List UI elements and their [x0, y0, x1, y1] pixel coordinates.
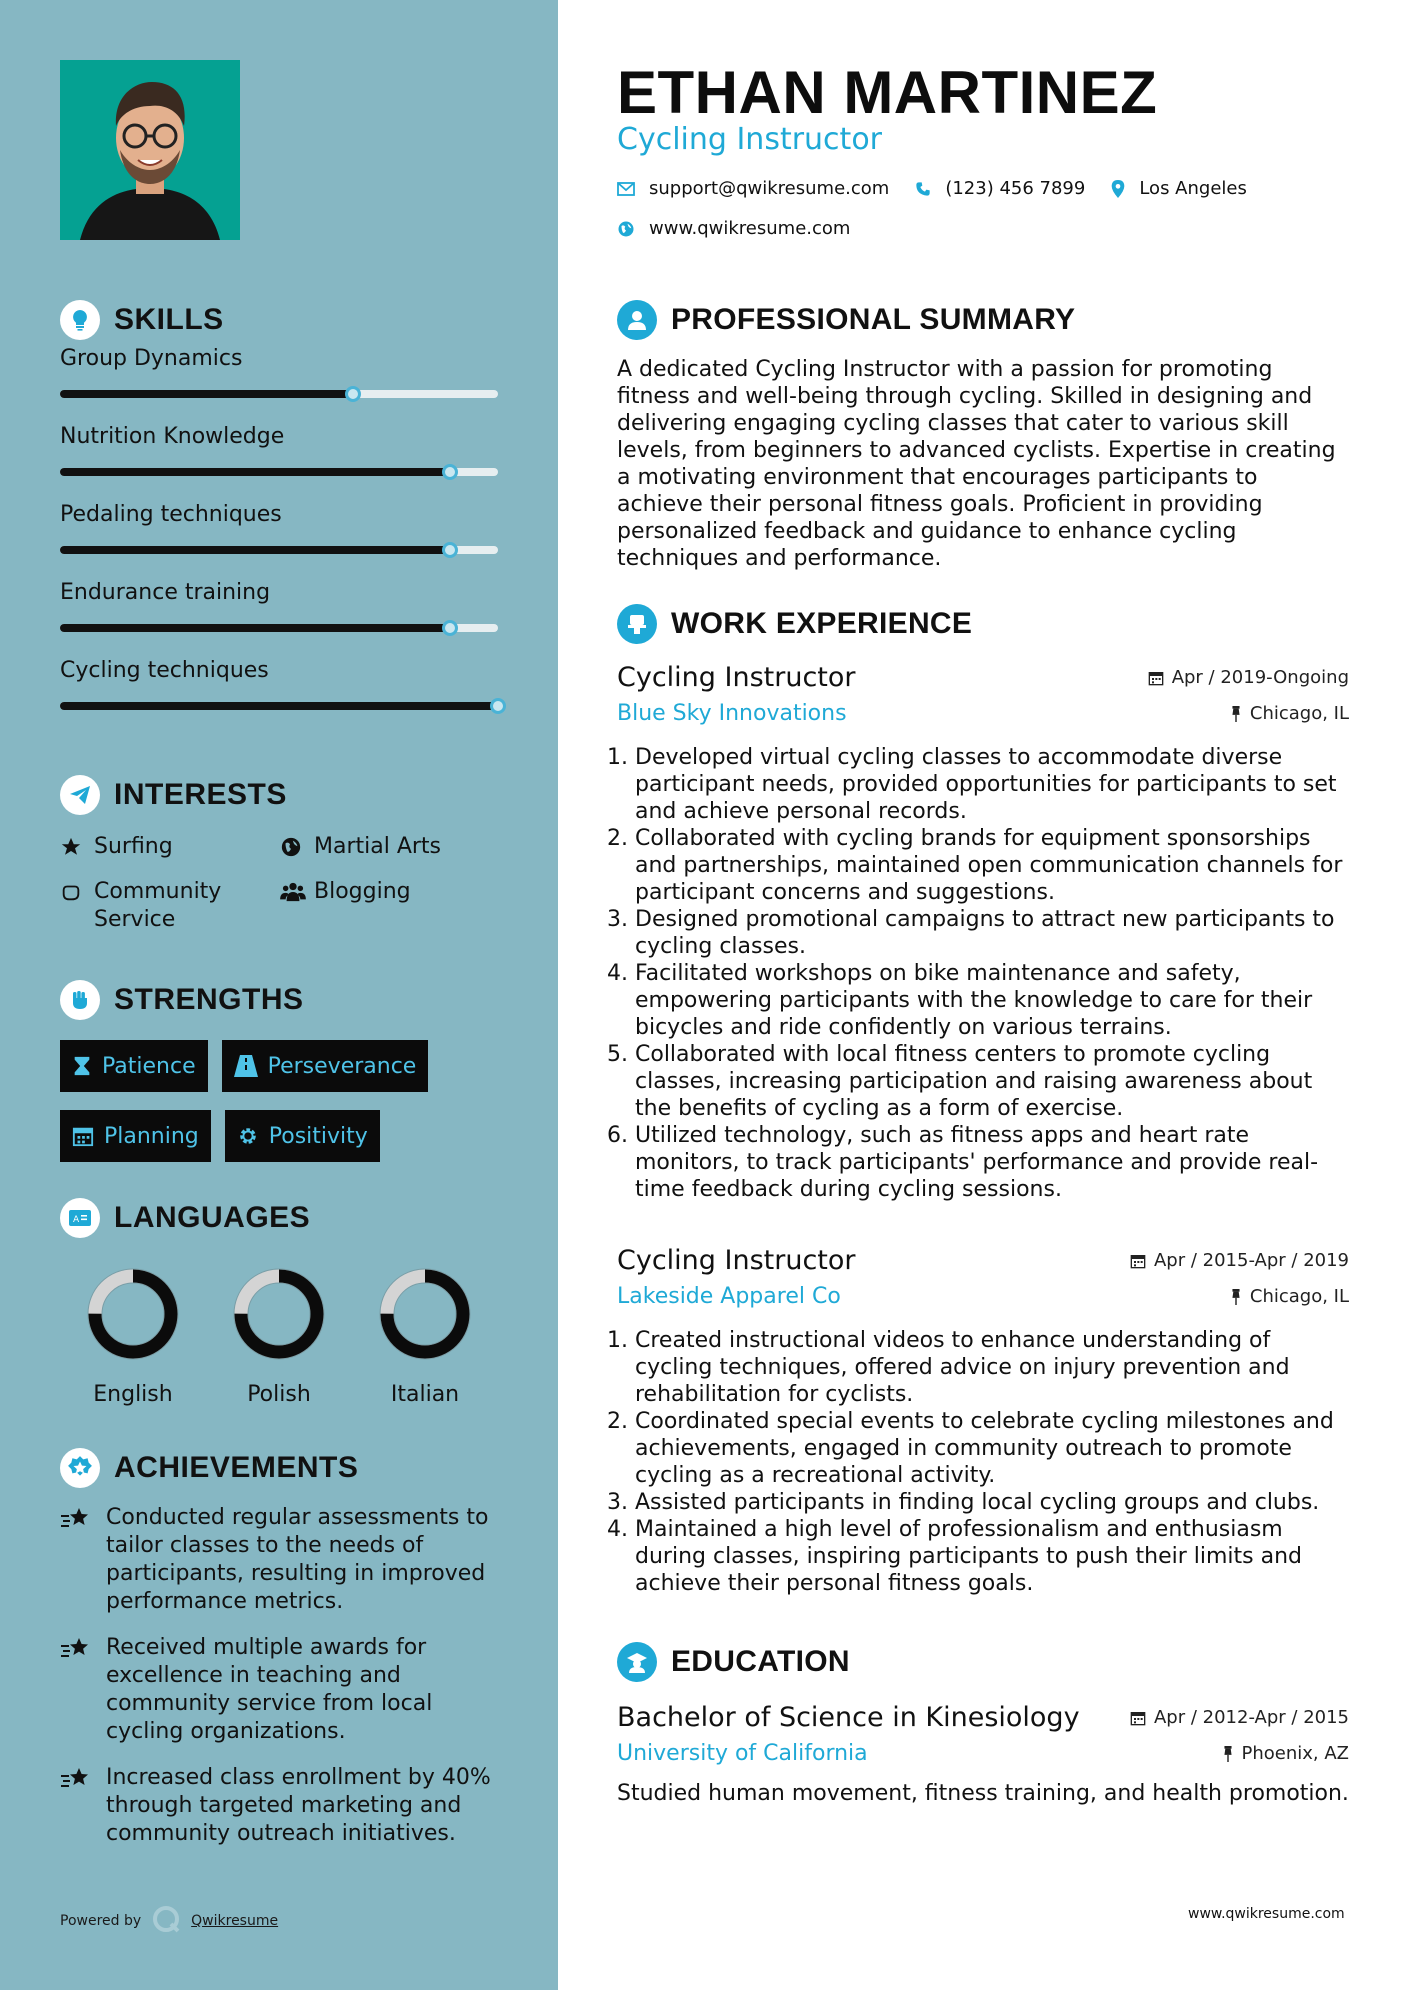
- summary-title: PROFESSIONAL SUMMARY: [671, 303, 1076, 336]
- footer-website[interactable]: www.qwikresume.com: [1188, 1906, 1345, 1922]
- envelope-icon: [617, 182, 635, 196]
- pin-icon: [1222, 1746, 1234, 1762]
- star-icon: [60, 833, 94, 866]
- skill-item: [60, 344, 500, 422]
- interests-title: INTERESTS: [114, 778, 287, 811]
- summary-heading: [617, 298, 1349, 342]
- language-label: Polish: [247, 1382, 311, 1407]
- job-bullet: 2. Collaborated with cycling brands for equipment sponsorships and partnerships, maintained open communication channels for participant concerns and suggestions.: [635, 825, 1349, 906]
- strength-tag: [222, 1040, 429, 1092]
- interest-item: [60, 878, 280, 934]
- job-bullet: 5. Collaborated with local fitness centers to promote cycling classes, increasing participation and raising awareness about the benefits of cycling as a form of exercise.: [635, 1041, 1349, 1122]
- skill-bar-track: [60, 624, 498, 632]
- shooting-star-icon: [60, 1764, 106, 1796]
- shooting-star-icon: [60, 1634, 106, 1666]
- contact-location: [1111, 178, 1247, 199]
- skill-name: Cycling techniques: [60, 658, 269, 683]
- interest-label: Community Service: [94, 879, 222, 932]
- sidebar: [0, 0, 558, 1990]
- skill-item: [60, 500, 500, 578]
- achievement-text: Conducted regular assessments to tailor classes to the needs of participants, resulting in improved performance metrics.: [106, 1505, 489, 1614]
- strength-tag: [60, 1040, 208, 1092]
- interest-label: Martial Arts: [314, 834, 442, 859]
- job-bullet: 1. Developed virtual cycling classes to accommodate diverse participant needs, provided opportunities for participants to set and achieve personal records.: [635, 744, 1349, 825]
- skill-bar-track: [60, 390, 498, 398]
- calendar-icon: [1148, 670, 1164, 686]
- job-dates: [1130, 1250, 1349, 1271]
- skill-bar-knob: [345, 386, 361, 402]
- language-icon: [60, 1198, 100, 1238]
- skill-name: Pedaling techniques: [60, 502, 282, 527]
- skill-bar-knob: [442, 542, 458, 558]
- job-bullet: 6. Utilized technology, such as fitness apps and heart rate monitors, to track participants' performance and provide real-time feedback during cycling sessions.: [635, 1122, 1349, 1203]
- skill-bar-fill: [60, 390, 353, 398]
- contact-phone[interactable]: [915, 178, 1085, 199]
- pin-icon: [1230, 706, 1242, 722]
- qwikresume-logo-icon: [151, 1904, 181, 1938]
- experience-section: [617, 602, 1349, 1597]
- education-dates-text: Apr / 2012-Apr / 2015: [1153, 1707, 1349, 1728]
- strengths-section: [60, 978, 500, 1162]
- job-bullet: 1. Created instructional videos to enhance understanding of cycling techniques, offered advice on injury prevention and rehabilitation for cyclists.: [635, 1327, 1349, 1408]
- calendar-icon: [72, 1125, 94, 1147]
- user-icon: [617, 300, 657, 340]
- education-location: [1222, 1743, 1350, 1764]
- interests-section: [60, 773, 500, 934]
- candidate-role: Cycling Instructor: [617, 122, 883, 157]
- strength-tag: [225, 1110, 380, 1162]
- skill-item: [60, 422, 500, 500]
- achievement-item: [60, 1634, 500, 1746]
- pin-icon: [1230, 1289, 1242, 1305]
- education-school: University of California: [617, 1741, 868, 1766]
- job-location: [1230, 1286, 1349, 1307]
- globe-icon: [280, 833, 314, 866]
- language-label: English: [93, 1382, 173, 1407]
- skill-item: [60, 656, 500, 734]
- education-section: [617, 1640, 1349, 1807]
- interest-label: Surfing: [94, 834, 173, 859]
- education-heading: [617, 1640, 1349, 1684]
- achievements-list: [60, 1504, 500, 1848]
- strength-label: Planning: [104, 1123, 199, 1149]
- languages-section: [60, 1196, 500, 1407]
- job-dates: [1148, 667, 1349, 688]
- road-icon: [234, 1055, 258, 1077]
- achievements-title: ACHIEVEMENTS: [114, 1451, 359, 1484]
- languages-title: LANGUAGES: [114, 1201, 311, 1234]
- language-ring: [231, 1266, 327, 1362]
- job-company: Lakeside Apparel Co: [617, 1284, 841, 1309]
- graduate-icon: [617, 1642, 657, 1682]
- job-bullet: 3. Assisted participants in finding local cycling groups and clubs.: [635, 1489, 1349, 1516]
- education-dates: [1130, 1707, 1349, 1728]
- contact-email-text: support@qwikresume.com: [649, 178, 890, 199]
- hourglass-icon: [72, 1055, 92, 1077]
- profile-photo: [60, 60, 240, 240]
- contact-row-2: [617, 218, 876, 239]
- job-bullets: [617, 1327, 1349, 1597]
- achievements-heading: [60, 1446, 500, 1490]
- skill-item: [60, 578, 500, 656]
- skill-name: Nutrition Knowledge: [60, 424, 285, 449]
- job-title: Cycling Instructor: [617, 662, 856, 693]
- skills-section: [60, 298, 500, 734]
- summary-text: A dedicated Cycling Instructor with a passion for promoting fitness and well-being through cycling. Skilled in designing and delivering engaging cycling classes that cater to various skill levels, from beginners to advanced cyclists. Expertise in creating a motivating environment that encourages participants to achieve their personal fitness goals. Proficient in providing personalized feedback and guidance to enhance cycling techniques and performance.: [617, 357, 1336, 571]
- skill-bar-track: [60, 702, 498, 710]
- skill-bar-fill: [60, 546, 450, 554]
- powered-by: [60, 1904, 278, 1938]
- language-item: [206, 1266, 352, 1407]
- language-label: Italian: [390, 1382, 460, 1407]
- interest-item: [280, 878, 500, 934]
- summary-section: [617, 298, 1349, 572]
- candidate-name: ETHAN MARTINEZ: [617, 59, 1158, 126]
- skill-bar-knob: [442, 464, 458, 480]
- job-bullet: 2. Coordinated special events to celebrate cycling milestones and achievements, engaged in community outreach to promote cycling as a recreational activity.: [635, 1408, 1349, 1489]
- interest-item: [60, 833, 280, 866]
- job-bullet: 3. Designed promotional campaigns to attract new participants to cycling classes.: [635, 906, 1349, 960]
- experience-heading: [617, 602, 1349, 646]
- achievements-section: [60, 1446, 500, 1848]
- contact-website-text: www.qwikresume.com: [649, 218, 851, 239]
- contact-row: [617, 178, 1273, 199]
- education-title: EDUCATION: [671, 1645, 850, 1678]
- strengths-title: STRENGTHS: [114, 983, 304, 1016]
- language-ring: [377, 1266, 473, 1362]
- education-description: Studied human movement, fitness training, and health promotion.: [617, 1781, 1349, 1806]
- skill-bar-knob: [490, 698, 506, 714]
- job-dates-text: Apr / 2015-Apr / 2019: [1153, 1250, 1349, 1271]
- job-bullet: 4. Maintained a high level of professionalism and enthusiasm during classes, inspiring participants to push their limits and achieve their personal fitness goals.: [635, 1516, 1349, 1597]
- job-entry: [617, 1245, 1349, 1597]
- skill-bar-track: [60, 546, 498, 554]
- hand-icon: [60, 878, 94, 911]
- skill-bar-fill: [60, 468, 450, 476]
- skill-name: Group Dynamics: [60, 346, 243, 371]
- globe-icon: [617, 220, 635, 238]
- job-company: Blue Sky Innovations: [617, 701, 847, 726]
- calendar-icon: [1130, 1253, 1146, 1269]
- interests-heading: [60, 773, 500, 817]
- job-bullets: [617, 744, 1349, 1203]
- skill-bar-knob: [442, 620, 458, 636]
- skills-heading: [60, 298, 500, 342]
- skill-bar-track: [60, 468, 498, 476]
- interest-label: Blogging: [314, 879, 411, 904]
- briefcase-icon: [617, 604, 657, 644]
- contact-phone-text: (123) 456 7899: [945, 178, 1086, 199]
- skill-name: Endurance training: [60, 580, 271, 605]
- language-ring: [85, 1266, 181, 1362]
- lightbulb-icon: [60, 300, 100, 340]
- star-badge-icon: [60, 1448, 100, 1488]
- skills-title: SKILLS: [114, 303, 224, 336]
- job-bullet: 4. Facilitated workshops on bike maintenance and safety, empowering participants with the knowledge to care for their bicycles and ride confidently on various terrains.: [635, 960, 1349, 1041]
- strength-label: Patience: [102, 1053, 196, 1079]
- users-icon: [280, 878, 314, 911]
- job-location-text: Chicago, IL: [1249, 703, 1349, 724]
- job-entry: [617, 662, 1349, 1203]
- calendar-icon: [1130, 1710, 1146, 1726]
- job-title: Cycling Instructor: [617, 1245, 856, 1276]
- powered-label: Powered by: [60, 1913, 142, 1929]
- job-dates-text: Apr / 2019-Ongoing: [1171, 667, 1349, 688]
- job-location-text: Chicago, IL: [1249, 1286, 1349, 1307]
- strengths-heading: [60, 978, 500, 1022]
- skill-bar-fill: [60, 624, 450, 632]
- jobs-list: [617, 662, 1349, 1597]
- svg-text:A: A: [73, 1215, 80, 1225]
- shooting-star-icon: [60, 1504, 106, 1536]
- achievement-text: Increased class enrollment by 40% through targeted marketing and community outreach initiatives.: [106, 1765, 491, 1846]
- strength-label: Perseverance: [267, 1053, 417, 1079]
- achievement-text: Received multiple awards for excellence in teaching and community service from local cycling organizations.: [106, 1635, 433, 1744]
- interests-list: [60, 833, 500, 934]
- achievement-item: [60, 1504, 500, 1616]
- education-location-text: Phoenix, AZ: [1241, 1743, 1349, 1764]
- contact-location-text: Los Angeles: [1139, 178, 1247, 199]
- experience-title: WORK EXPERIENCE: [671, 607, 973, 640]
- language-item: [60, 1266, 206, 1407]
- fist-icon: [60, 980, 100, 1020]
- map-pin-icon: [1111, 180, 1125, 198]
- strength-label: Positivity: [268, 1123, 368, 1149]
- skill-bar-fill: [60, 702, 498, 710]
- paper-plane-icon: [60, 775, 100, 815]
- job-location: [1230, 703, 1349, 724]
- contact-email[interactable]: [617, 178, 889, 199]
- gear-icon: [237, 1125, 259, 1147]
- strength-tag: [60, 1110, 211, 1162]
- contact-website[interactable]: [617, 218, 850, 239]
- language-item: [352, 1266, 498, 1407]
- languages-list: [60, 1266, 500, 1407]
- phone-icon: [915, 181, 931, 197]
- skills-list: [60, 344, 500, 734]
- strengths-list: [60, 1040, 500, 1162]
- achievement-item: [60, 1764, 500, 1848]
- education-entry: [617, 1702, 1349, 1807]
- education-degree: Bachelor of Science in Kinesiology: [617, 1702, 1080, 1733]
- powered-brand-link[interactable]: Qwikresume: [191, 1913, 279, 1929]
- interest-item: [280, 833, 500, 866]
- languages-heading: [60, 1196, 500, 1240]
